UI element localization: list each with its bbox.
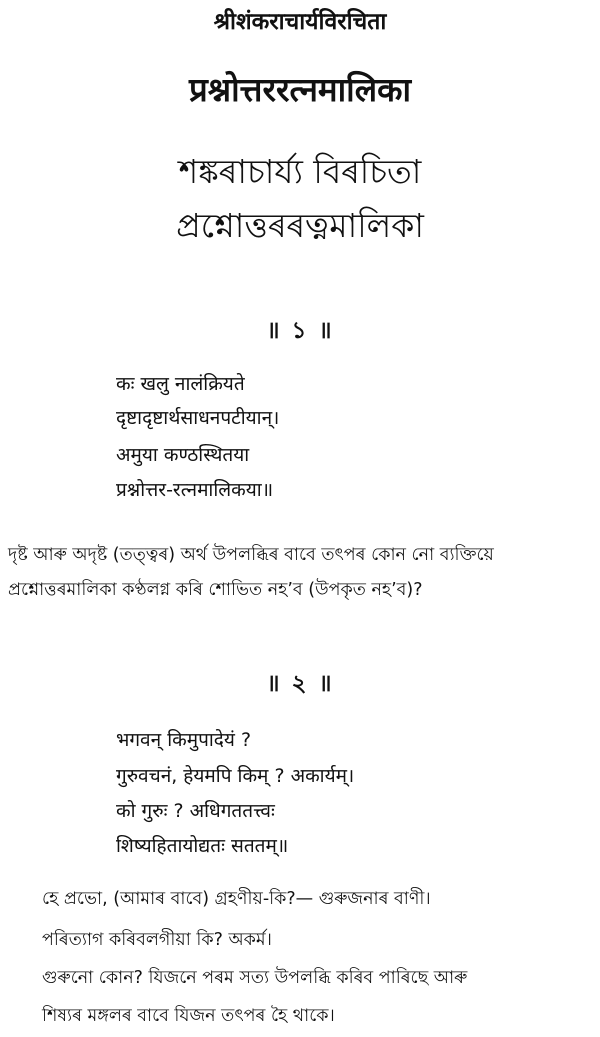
title-assamese: প্ৰশ্নোত্তৰৰত্নমালিকা: [176, 206, 424, 245]
verse-line: दृष्टादृष्टार्थसाधनपटीयान्।: [116, 407, 280, 429]
title-sanskrit: प्रश्नोत्तररत्नमालिका: [189, 70, 411, 109]
verse-line: प्रश्नोत्तर-रत्नमालिकया॥: [116, 479, 274, 501]
translation-line: শিষ্যৰ মঙ্গলৰ বাবে যিজন তৎপৰ হৈ থাকে।: [42, 1006, 335, 1026]
translation-line: হে প্ৰভো, (আমাৰ বাবে) গ্ৰহণীয়-কি?— গুৰুজনাৰ বাণী।: [42, 889, 431, 909]
subtitle-sanskrit: श्रीशंकराचार्यविरचिता: [213, 9, 387, 35]
verse-line: भगवन् किमुपादेयं ?: [116, 729, 252, 751]
verse-line: को गुरुः ? अधिगततत्त्वः: [116, 800, 275, 822]
translation-line: গুৰুনো কোন? যিজনে পৰম সত্য উপলব্ধি কৰিব পাৰিছে আৰু: [42, 968, 468, 988]
verse-line: गुरुवचनं, हेयमपि किम् ? अकार्यम्।: [116, 765, 355, 787]
verse-line: शिष्यहितायोद्यतः सततम्॥: [116, 835, 289, 857]
subtitle-assamese: শঙ্কৰাচাৰ্য্য বিৰচিতা: [178, 152, 422, 191]
verse-line: कः खलु नालंक्रियते: [116, 373, 245, 395]
verse-line: अमुया कण्ठस्थितया: [116, 444, 250, 466]
translation-line: প্ৰশ্নোত্তৰমালিকা কণ্ঠলগ্ন কৰি শোভিত নহ’ব (উপকৃত নহ’ব)?: [8, 580, 423, 600]
verse-number: ॥ ১ ॥: [266, 318, 334, 344]
verse-number: ॥ ২ ॥: [266, 671, 334, 697]
translation-line: দৃষ্ট আৰু অদৃষ্ট (তত্ত্বৰ) অৰ্থ উপলব্ধিৰ বাবে তৎপৰ কোন নো ব্যক্তিয়ে: [8, 545, 494, 565]
translation-line: পৰিত্যাগ কৰিবলগীয়া কি? অকৰ্ম।: [42, 930, 272, 950]
